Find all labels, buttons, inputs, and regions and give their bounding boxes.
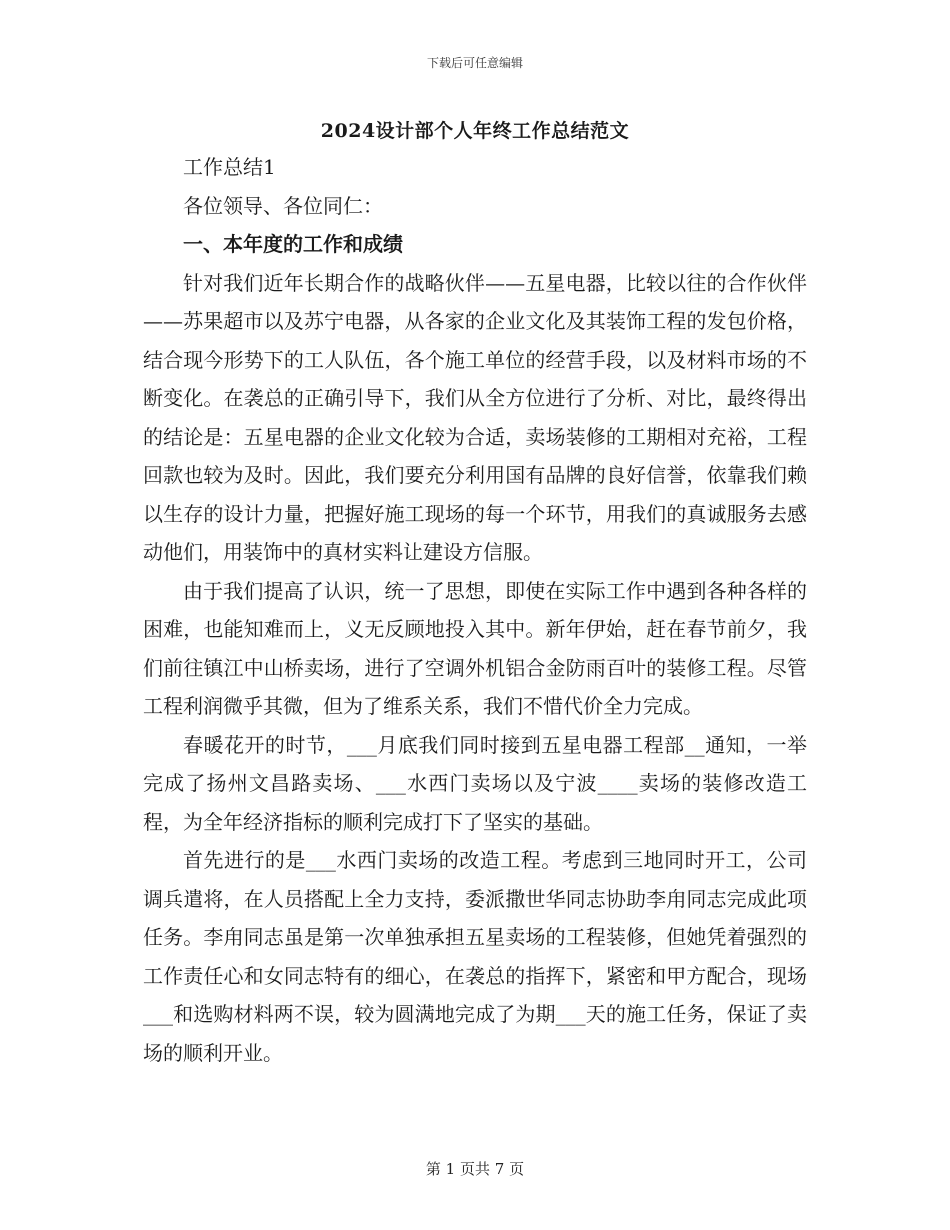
document-title: 2024设计部个人年终工作总结范文	[320, 120, 630, 142]
salutation: 各位领导、各位同仁：	[183, 193, 383, 218]
page-number: 第 1 页共 7 页	[425, 1160, 525, 1178]
body-paragraph: 首先进行的是___水西门卖场的改造工程。考虑到三地同时开工，公司调兵遣将，在人员搭配上全力支持，委派撒世华同志协助李甪同志完成此项任务。李甪同志虽是第一次单独承担五星卖场的工程装修，但她凭着强烈的工作责任心和女同志特有的细心，在袭总的指挥下，紧密和甲方配合，现场___和选购材料两不误，较为圆满地完成了为期___天的施工任务，保证了卖场的顺利开业。	[143, 848, 807, 1065]
body-paragraph: 针对我们近年长期合作的战略伙伴——五星电器，比较以往的合作伙伴——苏果超市以及苏宁电器，从各家的企业文化及其装饰工程的发包价格，结合现今形势下的工人队伍，各个施工单位的经营手段，以及材料市场的不断变化。在袭总的正确引导下，我们从全方位进行了分析、对比，最终得出的结论是：五星电器的企业文化较为合适，卖场装修的工期相对充裕，工程回款也较为及时。因此，我们要充分利用国有品牌的良好信誉，依靠我们赖以生存的设计力量，把握好施工现场的每一个环节，用我们的真诚服务去感动他们，用装饰中的真材实料让建设方信服。	[143, 270, 807, 564]
body-paragraph: 由于我们提高了认识，统一了思想，即使在实际工作中遇到各种各样的困难，也能知难而上，义无反顾地投入其中。新年伊始，赶在春节前夕，我们前往镇江中山桥卖场，进行了空调外机铝合金防雨百叶的装修工程。尽管工程利润微乎其微，但为了维系关系，我们不惜代价全力完成。	[143, 578, 807, 718]
section-heading: 一、本年度的工作和成绩	[183, 232, 403, 256]
section-label: 工作总结1	[183, 155, 276, 179]
document-body	[143, 148, 807, 1072]
header-note: 下载后可任意编辑	[426, 56, 523, 70]
body-paragraph: 春暖花开的时节，___月底我们同时接到五星电器工程部__通知，一举完成了扬州文昌路卖场、___水西门卖场以及宁波____卖场的装修改造工程，为全年经济指标的顺利完成打下了坚实的基础。	[143, 732, 807, 834]
